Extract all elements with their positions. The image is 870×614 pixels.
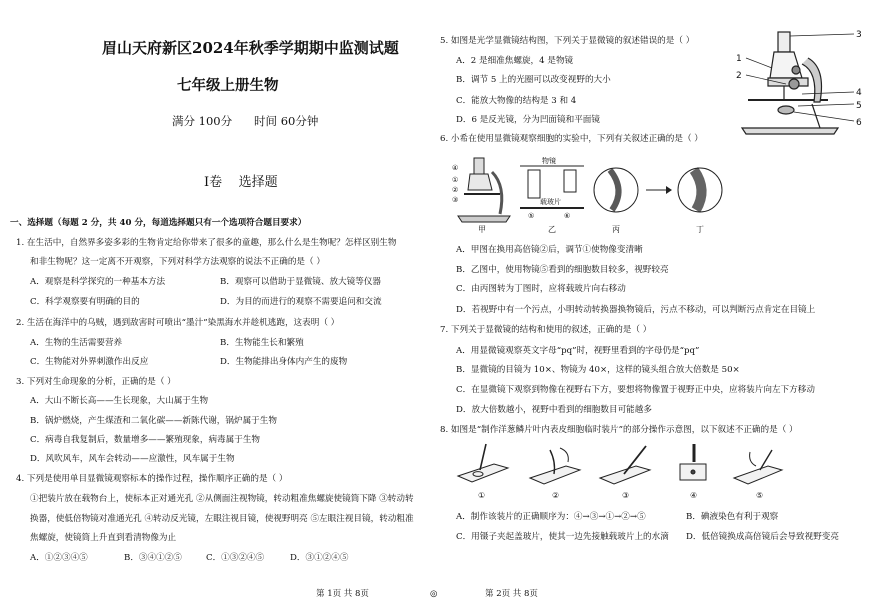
q4-stem: 4. 下列是使用单目显微镜观察标本的操作过程，操作顺序正确的是（ ） bbox=[16, 474, 288, 484]
q8-step-1: ① bbox=[478, 491, 486, 500]
q8-step-3: ③ bbox=[622, 491, 630, 500]
q7-option-a: A．用显微镜观察英文字母“pq”时，视野里看到的字母仍是“pq” bbox=[456, 346, 700, 356]
q7-stem: 7. 下列关于显微镜的结构和使用的叙述，正确的是（ ） bbox=[440, 325, 652, 335]
exam-subtitle: 七年级上册生物 bbox=[177, 77, 279, 94]
footer-page-right: 第 2页 共 8页 bbox=[485, 589, 538, 599]
q6-fig-ding: 丁 bbox=[696, 225, 704, 234]
exam-title: 眉山天府新区2024年秋季学期期中监测试题 bbox=[102, 39, 399, 57]
q6-fig-bing: 丙 bbox=[612, 225, 620, 234]
q4-line2: 换器，使低倍物镜对准通光孔 ④转动反光镜，左眼注视目镜，使视野明亮 ⑤左眼注视目镜，转动粗准 bbox=[30, 514, 414, 524]
q6-mark-4: ④ bbox=[452, 164, 459, 172]
q6-mark-2: ② bbox=[452, 186, 459, 194]
q6-figure bbox=[448, 152, 728, 234]
q3-option-a: A．大山不断长高——生长现象，大山属于生物 bbox=[30, 396, 209, 406]
q2-option-d: D．生物能排出身体内产生的废物 bbox=[220, 357, 348, 367]
microscope-label-4: 4 bbox=[856, 88, 862, 98]
q4-option-b: B．③④①②⑤ bbox=[124, 553, 182, 563]
q6-mark-3: ③ bbox=[452, 196, 459, 204]
q7-option-c: C．在显微镜下观察到物像在视野右下方，要想将物像置于视野正中央，应将装片向左下方移动 bbox=[456, 385, 815, 395]
q1-option-a: A．观察是科学探究的一种基本方法 bbox=[30, 277, 166, 287]
q3-option-b: B．锅炉燃烧，产生煤渣和二氧化碳——新陈代谢，锅炉属于生物 bbox=[30, 416, 277, 426]
q6-option-b: B．乙图中，使用物镜⑤看到的细胞数目较多，视野较亮 bbox=[456, 265, 669, 275]
q6-label-objective: 物镜 bbox=[542, 157, 556, 165]
q6-mark-1: ① bbox=[452, 176, 459, 184]
q5-option-d: D．6 是反光镜，分为凹面镜和平面镜 bbox=[456, 115, 600, 125]
q6-fig-jia: 甲 bbox=[478, 225, 486, 234]
footer-mark: ◎ bbox=[430, 589, 438, 599]
q8-option-c: C．用镊子夹起盖玻片，使其一边先接触载玻片上的水滴 bbox=[456, 532, 669, 542]
q1-option-c: C．科学观察要有明确的目的 bbox=[30, 297, 140, 307]
q8-step-2: ② bbox=[552, 491, 560, 500]
microscope-label-5: 5 bbox=[856, 101, 862, 111]
q5-option-a: A．2 是细准焦螺旋，4 是物镜 bbox=[456, 56, 574, 66]
q8-figure bbox=[450, 440, 790, 502]
q6-mark-5: ⑤ bbox=[528, 212, 535, 220]
q1-option-d: D．为目的而进行的观察不需要追问和交流 bbox=[220, 297, 382, 307]
q1-line2: 和非生物呢？这一定离不开观察，下列对科学方法观察的说法不正确的是（ ） bbox=[30, 257, 325, 267]
q4-option-d: D．③①②④⑤ bbox=[290, 553, 349, 563]
q4-option-c: C．①③②④⑤ bbox=[206, 553, 265, 563]
q5-option-c: C．能放大物像的结构是 3 和 4 bbox=[456, 96, 577, 106]
score-time: 满分 100分 时间 60分钟 bbox=[172, 114, 319, 128]
microscope-label-3: 3 bbox=[856, 30, 862, 40]
q8-option-b: B．碘液染色有利于观察 bbox=[686, 512, 779, 522]
q6-fig-yi: 乙 bbox=[548, 225, 556, 234]
q3-option-d: D．风吹风车，风车会转动——应激性，风车属于生物 bbox=[30, 454, 235, 464]
q8-step-4: ④ bbox=[690, 491, 698, 500]
q2-option-b: B．生物能生长和繁殖 bbox=[220, 338, 304, 348]
q1-line1: 1. 在生活中，自然界多姿多彩的生物肯定给你带来了很多的童趣，那么什么是生物呢？怎样区别生物 bbox=[16, 238, 397, 248]
q3-option-c: C．病毒自我复制后，数量增多——繁殖现象，病毒属于生物 bbox=[30, 435, 261, 445]
q4-line1: ①把装片放在载物台上，使标本正对通光孔 ②从侧面注视物镜，转动粗准焦螺旋使镜筒下降 ③转动转 bbox=[30, 494, 414, 504]
q6-option-a: A．甲图在换用高倍镜②后，调节①使物像变清晰 bbox=[456, 245, 643, 255]
q2-option-c: C．生物能对外界刺激作出反应 bbox=[30, 357, 149, 367]
microscope-label-6: 6 bbox=[856, 118, 862, 128]
q2-option-a: A．生物的生活需要营养 bbox=[30, 338, 123, 348]
q3-stem: 3. 下列对生命现象的分析，正确的是（ ） bbox=[16, 377, 176, 387]
microscope-label-2: 2 bbox=[736, 71, 742, 81]
q6-option-c: C．由丙图转为丁图时，应将载玻片向右移动 bbox=[456, 284, 626, 294]
q8-step-5: ⑤ bbox=[756, 491, 764, 500]
microscope-label-1: 1 bbox=[736, 54, 742, 64]
q2-stem: 2. 生活在海洋中的乌贼，遇到敌害时可喷出“墨汁”染黑海水并趁机逃跑，这表明（ ） bbox=[16, 318, 340, 328]
q7-option-b: B．显微镜的目镜为 10×、物镜为 40×，这样的镜头组合放大倍数是 50× bbox=[456, 365, 740, 375]
q4-line3: 焦螺旋，使镜筒上升直到看清物像为止 bbox=[30, 533, 177, 543]
q6-option-d: D．若视野中有一个污点，小明转动转换器换物镜后，污点不移动，可以判断污点肯定在目镜上 bbox=[456, 305, 816, 315]
q6-mark-6: ⑥ bbox=[564, 212, 571, 220]
q1-option-b: B．观察可以借助于显微镜、放大镜等仪器 bbox=[220, 277, 382, 287]
q6-stem: 6. 小希在使用显微镜观察细胞的实验中，下列有关叙述正确的是（ ） bbox=[440, 134, 703, 144]
q8-option-a: A．制作该装片的正确顺序为：④→③→①→②→⑤ bbox=[456, 512, 646, 522]
q5-stem: 5. 如图是光学显微镜结构图，下列关于显微镜的叙述错误的是（ ） bbox=[440, 36, 695, 46]
microscope-diagram bbox=[728, 28, 870, 138]
q8-stem: 8. 如图是“制作洋葱鳞片叶内表皮细胞临时装片”的部分操作示意图，以下叙述不正确的是（ ） bbox=[440, 425, 798, 435]
q7-option-d: D．放大倍数越小，视野中看到的细胞数目可能越多 bbox=[456, 405, 652, 415]
part-title: Ⅰ卷 选择题 bbox=[204, 175, 278, 190]
q8-option-d: D．低倍镜换成高倍镜后会导致视野变亮 bbox=[686, 532, 839, 542]
footer-page-left: 第 1页 共 8页 bbox=[316, 589, 369, 599]
section-heading: 一、选择题（每题 2 分，共 40 分，每道选择题只有一个选项符合题目要求） bbox=[10, 218, 307, 228]
q6-label-slide: 载玻片 bbox=[540, 198, 561, 206]
q5-option-b: B．调节 5 上的光圈可以改变视野的大小 bbox=[456, 75, 611, 85]
q4-option-a: A．①②③④⑤ bbox=[30, 553, 88, 563]
